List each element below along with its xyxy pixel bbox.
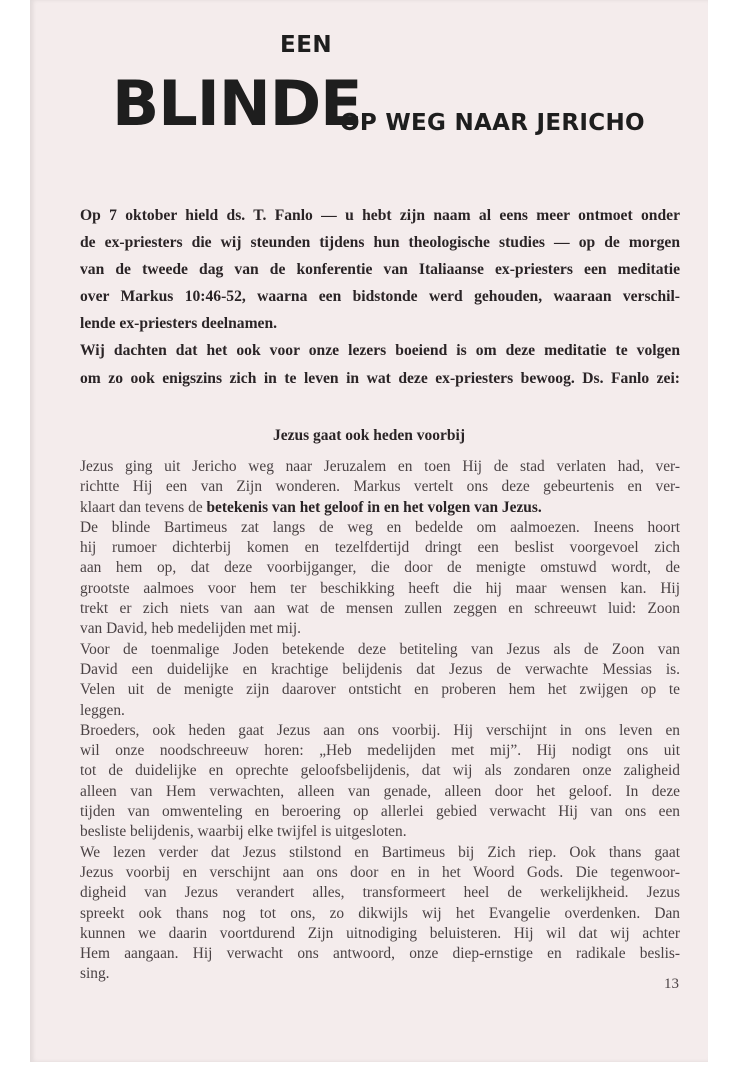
body-line-text: Hem aangaan. Hij verwacht ons antwoord, onze diep-ernstige en radikale beslis- [80,945,680,963]
body-line [80,782,680,802]
body-line [80,619,680,639]
body-line-text: klaart dan tevens de [80,498,207,516]
body-line-text: alleen van Hem verwachten, alleen van genade, alleen door het geloof. In deze [80,782,680,800]
body-line [80,680,680,700]
body-line-text: aan hem op, dat deze voorbijganger, die door de menigte omstuwd wordt, de [80,559,680,577]
body-line-text: wil onze noodschreeuw horen: „Heb medelijden met mij”. Hij nodigt ons uit [80,742,680,760]
body-line [80,518,680,538]
body-line-text: Voor de toenmalige Joden betekende deze betiteling van Jezus als de Zoon van [80,640,680,658]
body-line-text: spreekt ook thans nog tot ons, zo dikwijls wij het Evangelie overdenken. Dan [80,904,680,922]
body-line [80,822,680,842]
body-line-text: richtte Hij een van Zijn wonderen. Markus vertelt ons deze gebeurtenis en ver- [80,478,680,496]
body-line [80,457,680,477]
section-heading: Jezus gaat ook heden voorbij [272,427,466,444]
body-line-text: hij rumoer dichterbij komen en tezelfdertijd dringt een beslist voorgevoel zich [80,539,680,557]
body-line-text: Jezus voorbij en verschijnt aan ons door en in het Woord Gods. Die tegenwoor- [80,863,680,881]
body-line-text: Jezus ging uit Jericho weg naar Jeruzalem en toen Hij de stad verlaten had, ver- [80,458,680,475]
body-line [80,741,680,761]
body-line-text: We lezen verder dat Jezus stilstond en Bartimeus bij Zich riep. Ook thans gaat [80,843,680,861]
body-line [80,904,680,924]
body-line-text: grootste aalmoes voor hem ter beschikking heeft die hij maar wensen kan. Hij [80,579,680,597]
body-line [80,843,680,863]
body-line [80,721,680,741]
body-line-text: leggen. [80,701,125,719]
body-line-text: Velen uit de menigte zijn daarover ontsticht en proberen hem het zwijgen op te [80,681,680,699]
body-line-text: digheid van Jezus verandert alles, transformeert heel de werkelijkheid. Jezus [80,884,680,902]
body-line [80,640,680,660]
intro-line: de ex-priesters die wij steunden tijdens hun theologische studies — op de morgen [80,234,680,252]
intro-line: lende ex-priesters deelnamen. [80,315,278,333]
intro-paragraph [80,202,680,392]
body-line [80,498,680,518]
intro-line: van de tweede dag van de konferentie van Italiaanse ex-priesters een meditatie [80,261,680,279]
body-text [80,457,680,985]
body-line-text: David een duidelijke en krachtige belijdenis dat Jezus de verwachte Messias is. [80,660,680,678]
body-line [80,477,680,497]
title-blinde: BLINDE [112,67,362,140]
body-line-text: De blinde Bartimeus zat langs de weg en bedelde om aalmoezen. Ineens hoort [80,518,680,536]
body-line [80,701,680,721]
intro-line: Op 7 oktober hield ds. T. Fanlo — u hebt zijn naam al eens meer ontmoet onder [80,207,680,224]
page-number: 13 [664,976,679,992]
body-line [80,579,680,599]
body-line-text: van David, heb medelijden met mij. [80,620,301,638]
body-line-text: tot de duidelijke en oprechte geloofsbelijdenis, dat wij als zondaren onze zaligheid [80,762,680,780]
body-line [80,761,680,781]
body-line-text: sing. [80,965,110,983]
body-line-text: kunnen we daarin voortdurend Zijn uitnodiging beluisteren. Hij wil dat wij achter [80,924,680,942]
title-een: EEN [280,32,333,58]
body-line [80,802,680,822]
title-subtitle: OP WEG NAAR JERICHO [340,110,645,136]
body-line [80,863,680,883]
body-line-text: Broeders, ook heden gaat Jezus aan ons voorbij. Hij verschijnt in ons leven en [80,721,680,739]
body-line [80,944,680,964]
body-line [80,558,680,578]
body-line [80,924,680,944]
body-line [80,599,680,619]
body-line [80,964,680,984]
body-line-text: trekt er zich niets van aan wat de mensen zullen zeggen en schreeuwt luid: Zoon [80,600,680,618]
body-line [80,883,680,903]
body-line-bold-text: betekenis van het geloof in en het volgen van Jezus. [206,498,542,516]
body-line-text: besliste belijdenis, waarbij elke twijfel is uitgesloten. [80,823,407,841]
intro-line: over Markus 10:46-52, waarna een bidstonde werd gehouden, waaraan verschil- [80,288,680,306]
intro-line: om zo ook enigszins zich in te leven in wat deze ex-priesters bewoog. Ds. Fanlo zei: [80,369,680,387]
body-line [80,538,680,558]
body-line-text: tijden van omwenteling en beroering op allerlei gebied verwacht Hij van ons een [80,803,680,821]
body-line [80,660,680,680]
intro-line: Wij dachten dat het ook voor onze lezers boeiend is om deze meditatie te volgen [80,342,680,360]
